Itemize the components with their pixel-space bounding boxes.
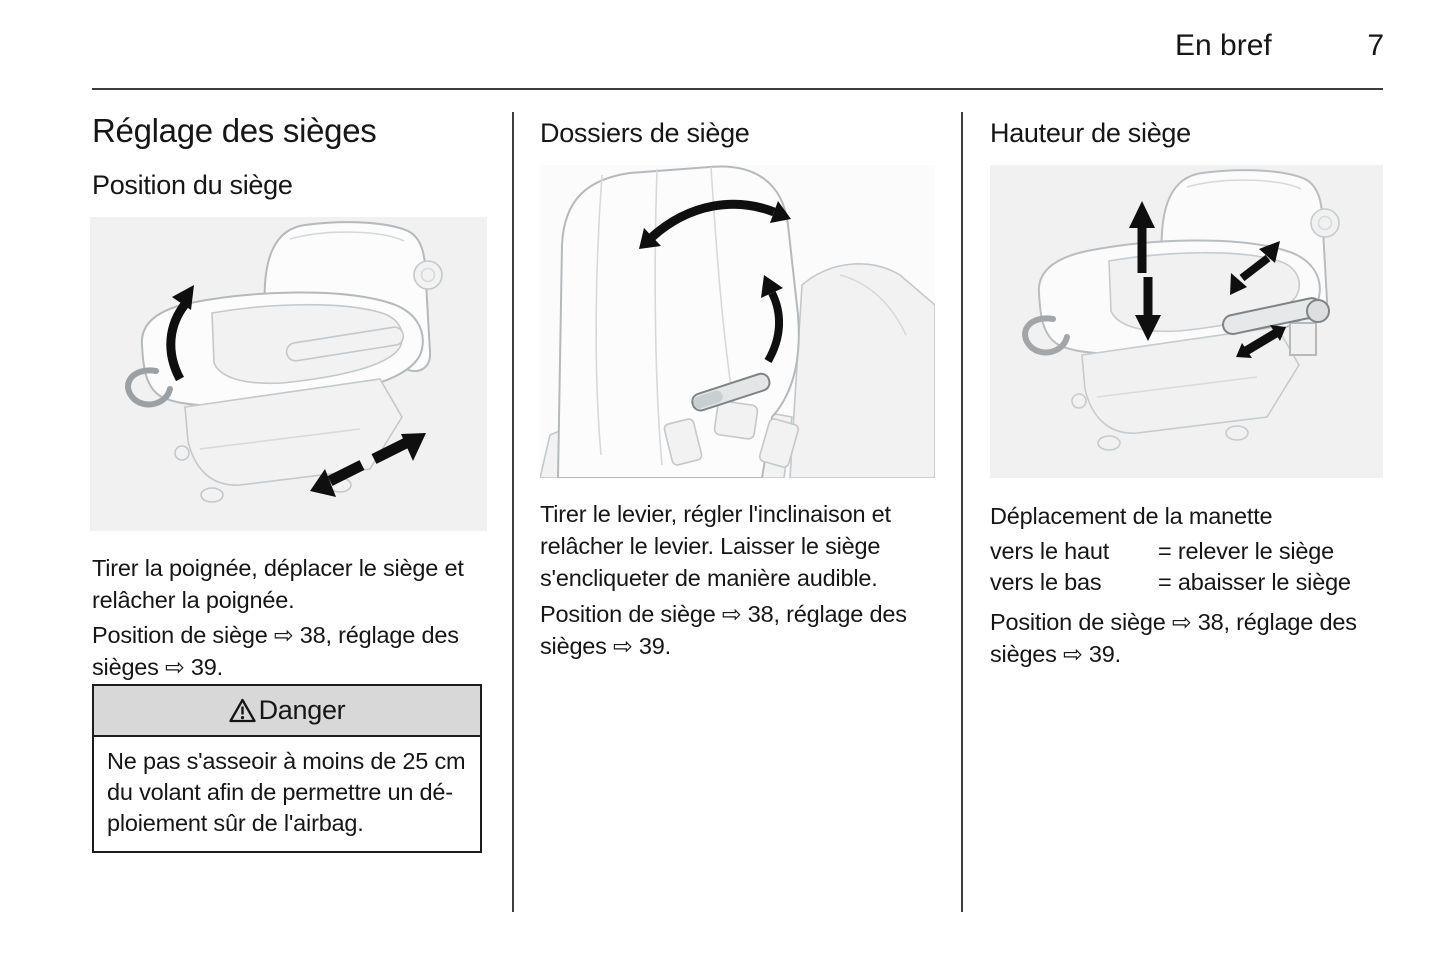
seat-backrest-illustration xyxy=(540,165,935,478)
section-heading-backrests: Dossiers de siège xyxy=(540,118,750,148)
body-text-line: s'encliqueter de manière audible. xyxy=(540,565,878,591)
cross-reference-line: sièges ⇨ 39. xyxy=(540,633,671,659)
danger-text-line: ploiement sûr de l'airbag. xyxy=(107,810,364,836)
definition-value: = relever le siège xyxy=(1158,538,1335,564)
body-text-line: Tirer le levier, régler l'inclinaison et xyxy=(540,501,891,527)
page-number: 7 xyxy=(1367,29,1384,62)
body-text-line: Déplacement de la manette xyxy=(990,503,1273,529)
body-text-line: relâcher le levier. Laisser le siège xyxy=(540,533,881,559)
definition-term: vers le bas xyxy=(990,569,1102,595)
header-rule xyxy=(92,88,1383,90)
danger-box-header xyxy=(94,686,480,737)
chapter-heading: Réglage des sièges xyxy=(92,112,377,149)
column-divider-left xyxy=(512,112,514,912)
cross-reference-line: Position de siège ⇨ 38, réglage des xyxy=(990,609,1357,635)
seat-position-drawing xyxy=(90,217,487,531)
seat-height-drawing xyxy=(990,165,1383,478)
section-heading-seat-position: Position du siège xyxy=(92,170,293,200)
seat-position-illustration xyxy=(90,217,487,531)
running-header-section: En bref xyxy=(1175,29,1272,62)
body-text-line: Tirer la poignée, déplacer le siège et xyxy=(92,555,464,581)
danger-text-line: Ne pas s'asseoir à moins de 25 cm xyxy=(107,748,466,774)
definition-row xyxy=(990,536,1334,567)
cross-reference-line: sièges ⇨ 39. xyxy=(990,641,1121,667)
cross-reference-line: sièges ⇨ 39. xyxy=(92,654,223,680)
definition-term: vers le haut xyxy=(990,538,1110,564)
section-heading-seat-height: Hauteur de siège xyxy=(990,118,1191,148)
seat-backrest-drawing xyxy=(540,165,935,478)
danger-box-body xyxy=(94,737,480,851)
body-text-line: relâcher la poignée. xyxy=(92,587,295,613)
definition-row xyxy=(990,567,1351,598)
cross-reference-line: Position de siège ⇨ 38, réglage des xyxy=(540,601,907,627)
column-divider-right xyxy=(961,112,963,912)
danger-warning-box xyxy=(92,684,482,853)
warning-triangle-icon xyxy=(229,698,256,723)
danger-title: Danger xyxy=(258,695,346,725)
definition-value: = abaisser le siège xyxy=(1158,569,1351,595)
danger-text-line: du volant afin de permettre un dé- xyxy=(107,779,453,805)
seat-height-illustration xyxy=(990,165,1383,478)
cross-reference-line: Position de siège ⇨ 38, réglage des xyxy=(92,622,459,648)
